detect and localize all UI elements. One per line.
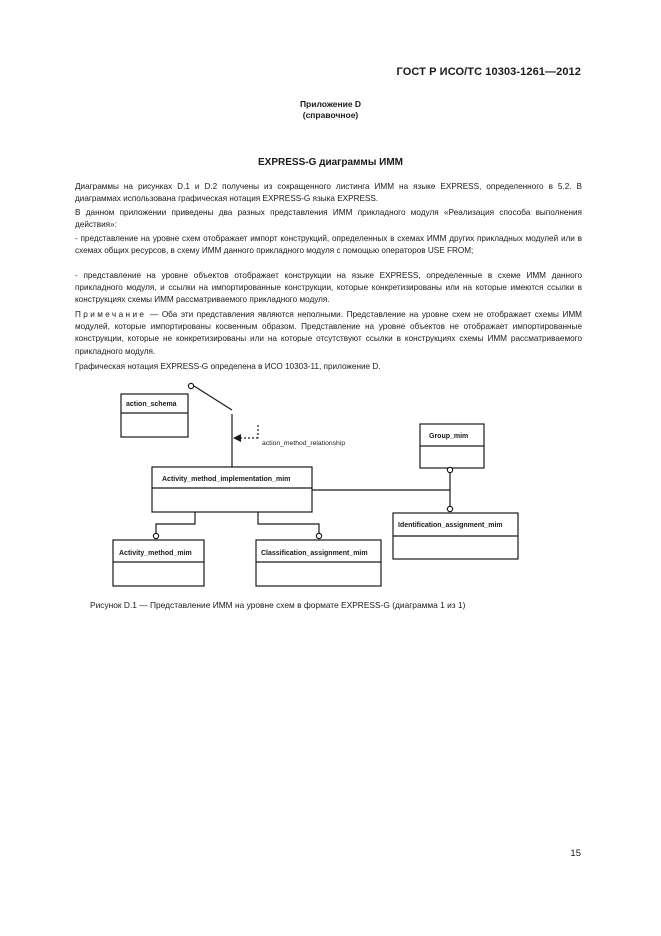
standard-number: ГОСТ Р ИСО/ТС 10303-1261—2012 bbox=[396, 66, 581, 78]
classification-assignment-mim-label: Classification_assignment_mim bbox=[261, 550, 368, 557]
identification-assignment-mim-label: Identification_assignment_mim bbox=[398, 522, 503, 529]
annex-subtitle: (справочное) bbox=[302, 110, 359, 120]
note-label: Примечание bbox=[75, 310, 147, 319]
relationship-label: action_method_relationship bbox=[262, 440, 346, 447]
annex-title: Приложение D bbox=[299, 99, 362, 109]
paragraph-3: - представление на уровне схем отображает импорт конструкций, определенных в схемах ИММ других прикладных модулей или в схемах общих ресурсов, в схему ИММ данного прикладного модуля с помощью операторов USE FROM; bbox=[75, 234, 582, 256]
note-text: — Оба эти представления являются неполными. Представление на уровне схем не отображает схемы ИММ модулей, которые импортированы косвенным образом. Представление на уровне объектов не отображает импортированные конструкции, которые не конкретизированы или на которые отсутствуют ссылки в конструкциях схемы ИММ рассматриваемого прикладного модуля. bbox=[75, 310, 582, 356]
figure-caption: Рисунок D.1 — Представление ИММ на уровне схем в формате EXPRESS-G (диаграмма 1 из 1) bbox=[90, 600, 466, 610]
action-schema-label: action_schema bbox=[126, 401, 177, 408]
page-number: 15 bbox=[570, 848, 581, 859]
activity-method-mim-box bbox=[113, 540, 204, 586]
group-mim-label: Group_mim bbox=[429, 433, 469, 440]
section-heading: EXPRESS-G диаграммы ИММ bbox=[258, 157, 403, 168]
main-schema-box bbox=[152, 467, 312, 512]
paragraph-1-text: Диаграммы на рисунках D.1 и D.2 получены из сокращенного листинга ИММ на языке EXPRESS, определенного в 5.2. В диаграммах использована графическая нотация EXPRESS-G языка EXPRESS. bbox=[75, 182, 582, 204]
activity-method-mim-label: Activity_method_mim bbox=[119, 550, 192, 557]
paragraph-2: В данном приложении приведены два разных представления ИММ прикладного модуля «Реализация способа выполнения действия»: bbox=[75, 208, 582, 230]
paragraph-4: - представление на уровне объектов отображает конструкции на языке EXPRESS, определенные в схеме ИММ данного прикладного модуля, и ссылки на импортированные конструкции, которые конкретизированы или на которые имеются ссылки в конструкциях схемы ИММ рассматриваемого прикладного модуля. bbox=[75, 271, 582, 305]
classification-assignment-mim-box bbox=[256, 540, 381, 586]
main-schema-label: Activity_method_implementation_mim bbox=[162, 476, 291, 483]
paragraph-5: Графическая нотация EXPRESS-G определена в ИСО 10303-11, приложение D. bbox=[75, 362, 381, 371]
